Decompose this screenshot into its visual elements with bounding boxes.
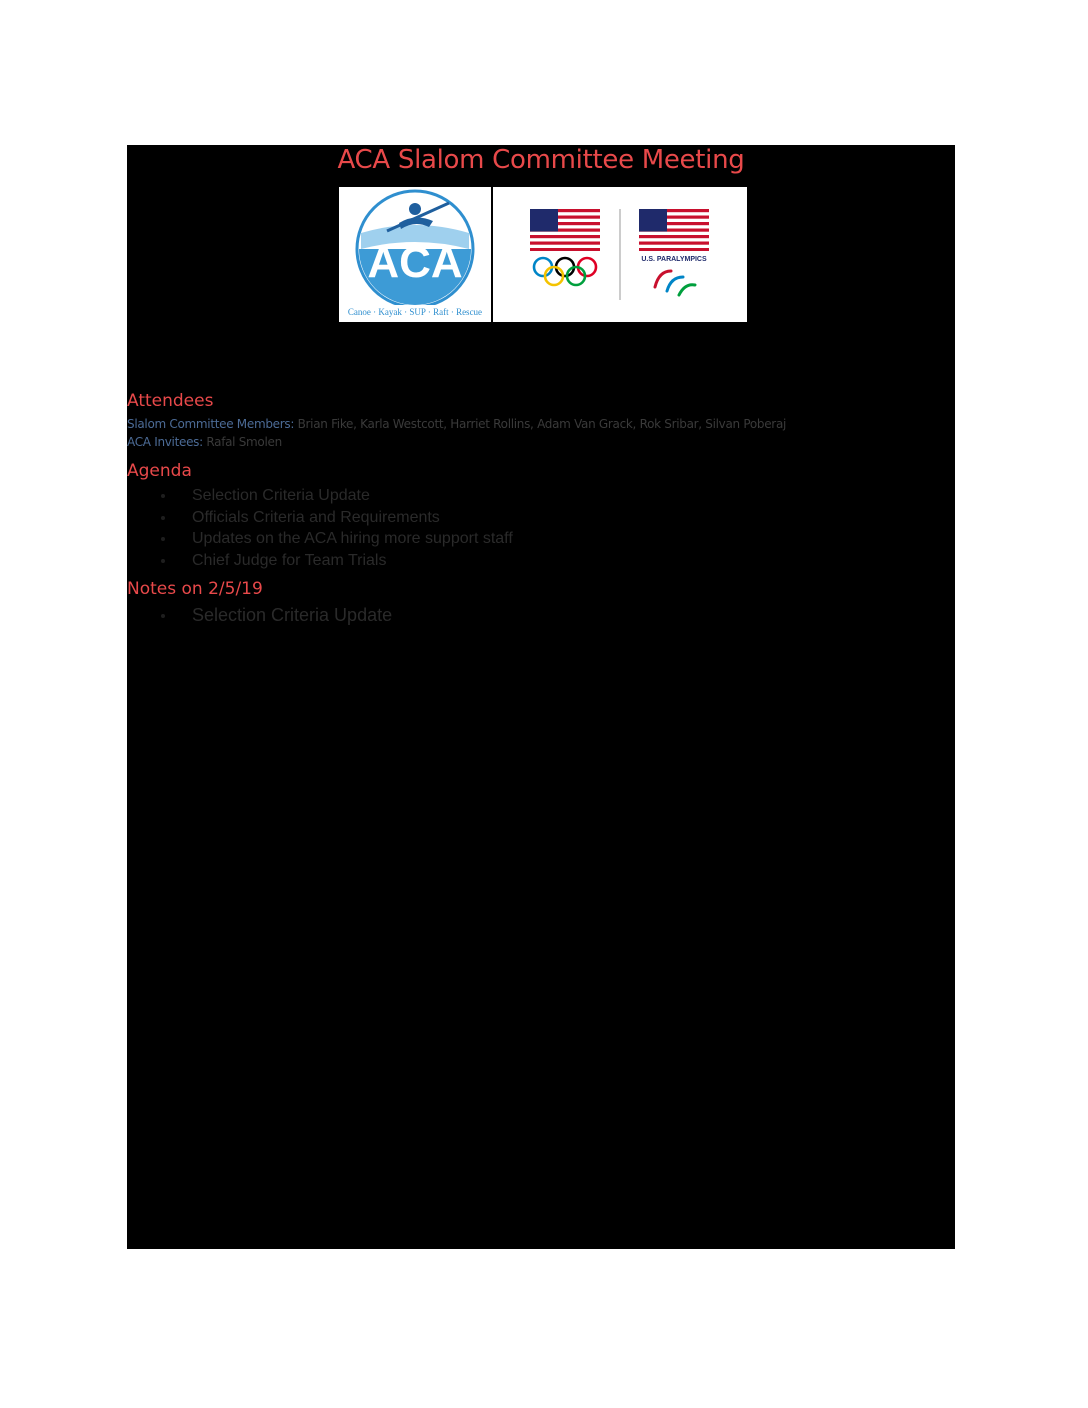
list-item: [127, 604, 392, 626]
us-flag-icon: [639, 209, 709, 251]
paralympics-caption: U.S. PARALYMPICS: [641, 256, 707, 263]
agenda-item-label: Updates on the ACA hiring more support staff: [192, 530, 513, 547]
committee-members-line: [127, 417, 786, 431]
olympic-rings-icon: [534, 258, 596, 285]
aca-logo-letters: ACA: [367, 238, 463, 287]
committee-members-value: Brian Fike, Karla Westcott, Harriet Rollins, Adam Van Grack, Rok Sribar, Silvan Poberaj: [297, 417, 787, 431]
aca-invitees-label: ACA Invitees:: [127, 435, 203, 449]
bullet-icon: [161, 559, 165, 563]
bullet-icon: [161, 614, 165, 618]
logo-banner: [339, 187, 747, 322]
aca-logo-graphic: [339, 187, 491, 322]
agenda-item-label: Chief Judge for Team Trials: [192, 551, 387, 569]
document-page: [127, 145, 955, 1249]
bullet-icon: [161, 516, 165, 520]
paralympic-agitos-icon: [655, 271, 695, 295]
agenda-heading: Agenda: [127, 461, 192, 481]
notes-list: [127, 604, 392, 626]
aca-logo-tagline: Canoe · Kayak · SUP · Raft · Rescue: [347, 307, 483, 317]
attendees-heading: Attendees: [127, 391, 214, 411]
bullet-icon: [161, 537, 165, 541]
flags-graphic: [493, 187, 747, 322]
us-flag-icon: [530, 209, 600, 251]
list-item: [127, 485, 513, 507]
aca-invitees-line: [127, 435, 282, 449]
agenda-item-label: Officials Criteria and Requirements: [192, 508, 440, 526]
olympic-paralympic-logos: [493, 187, 747, 322]
committee-members-label: Slalom Committee Members:: [127, 417, 295, 431]
aca-logo: [339, 187, 491, 322]
agenda-list: [127, 485, 513, 571]
agenda-item-label: Selection Criteria Update: [192, 487, 370, 504]
list-item: [127, 507, 513, 529]
list-item: [127, 550, 513, 572]
bullet-icon: [161, 494, 165, 498]
list-item: [127, 528, 513, 550]
page-title: ACA Slalom Committee Meeting: [337, 145, 745, 175]
aca-invitees-value: Rafal Smolen: [206, 435, 282, 449]
notes-item-label: Selection Criteria Update: [192, 605, 393, 625]
notes-heading: Notes on 2/5/19: [127, 579, 263, 599]
